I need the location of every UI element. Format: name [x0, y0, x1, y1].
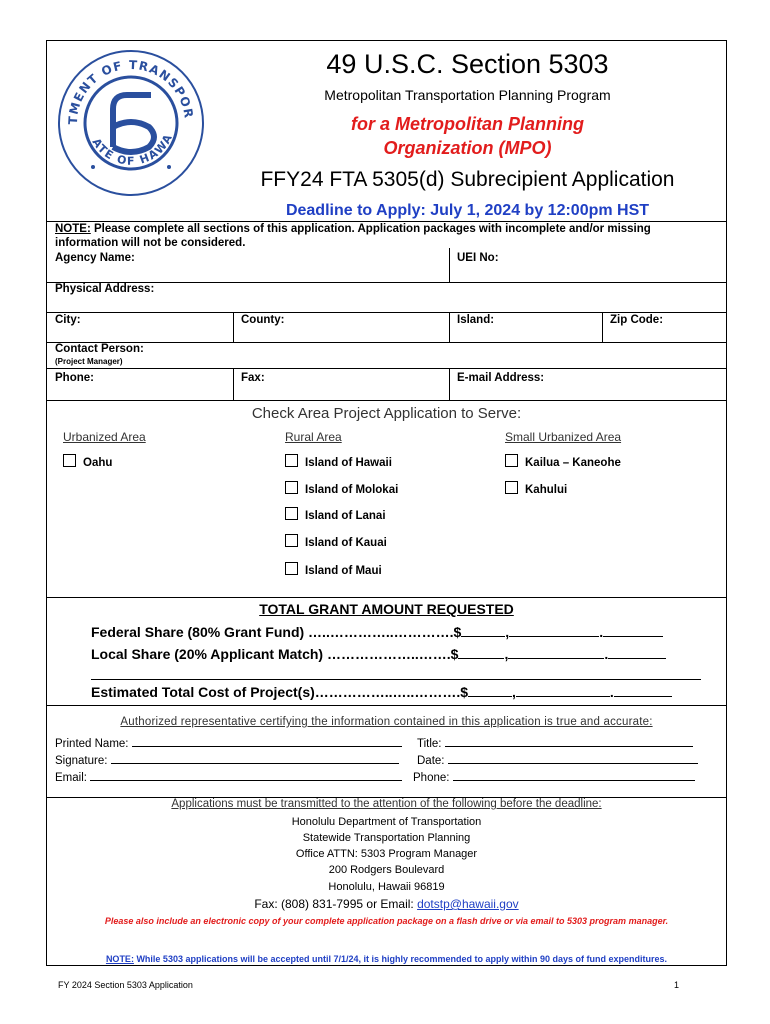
checkbox-kahului[interactable] — [505, 481, 567, 496]
comma: , — [505, 624, 510, 640]
email-row — [55, 770, 402, 784]
application-title: FFY24 FTA 5305(d) Subrecipient Application — [260, 168, 675, 191]
checkbox-island-of-kauai[interactable] — [285, 534, 387, 549]
checkbox-square[interactable] — [285, 507, 298, 520]
checkbox-oahu[interactable] — [63, 454, 112, 469]
zip-code-label: Zip Code: — [610, 314, 664, 326]
address-line: Office ATTN: 5303 Program Manager — [295, 848, 478, 860]
checkbox-square[interactable] — [505, 454, 518, 467]
zip-code-field[interactable] — [603, 327, 727, 341]
address-line: 200 Rodgers Boulevard — [328, 864, 445, 876]
federal-share-input[interactable] — [479, 624, 693, 640]
option-label: Island of Maui — [305, 565, 382, 577]
printed-name-row — [55, 736, 402, 750]
fax-email-text: Fax: (808) 831-7995 or Email: — [254, 897, 418, 911]
checkbox-square[interactable] — [505, 481, 518, 494]
address-line: Statewide Transportation Planning — [302, 832, 471, 844]
island-label: Island: — [457, 314, 495, 326]
date-field[interactable] — [448, 753, 698, 764]
comma: , — [512, 684, 516, 700]
checkbox-square[interactable] — [63, 454, 76, 467]
service-area-heading: Check Area Project Application to Serve: — [251, 405, 522, 422]
title-row — [417, 736, 693, 750]
county-field[interactable] — [234, 327, 449, 341]
signature-row — [55, 753, 399, 767]
city-label: City: — [55, 314, 81, 326]
agency-name-field[interactable] — [47, 265, 449, 281]
physical-address-field[interactable] — [47, 297, 727, 311]
final-note — [47, 954, 726, 964]
period: . — [609, 684, 614, 700]
final-note-text: While 5303 applications will be accepted until 7/1/24, it is highly recommended to apply within 90 days of fund expenditures. — [133, 954, 668, 964]
date-label: Date: — [417, 755, 445, 767]
note-text: Please complete all sections of this application. Application packages with incomplete and/or missing information will not be considered. — [55, 223, 651, 249]
dot-seal-logo — [55, 47, 207, 199]
printed-name-field[interactable] — [132, 736, 402, 747]
county-label: County: — [241, 314, 285, 326]
certification-heading: Authorized representative certifying the information contained in this application is true and accurate: — [120, 716, 653, 728]
option-label: Island of Kauai — [305, 537, 387, 549]
email-link[interactable]: dotstp@hawaii.gov — [417, 897, 519, 911]
footer-page-number: 1 — [674, 980, 680, 990]
option-label: Island of Hawaii — [305, 457, 392, 469]
uei-field[interactable] — [450, 265, 727, 281]
final-note-prefix: NOTE: — [105, 954, 134, 964]
checkbox-kailua-kaneohe[interactable] — [505, 454, 621, 469]
checkbox-island-of-hawaii[interactable] — [285, 454, 392, 469]
email-label: Email: — [55, 772, 87, 784]
option-label: Kahului — [525, 484, 568, 496]
phone-cert-label: Phone: — [413, 772, 450, 784]
checkbox-island-of-maui[interactable] — [285, 562, 382, 577]
total-cost-label: Estimated Total Cost of Project(s)……………..…..……….$ — [91, 684, 469, 700]
contact-person-field[interactable] — [167, 343, 727, 367]
printed-name-label: Printed Name: — [55, 738, 129, 750]
submission-heading: Applications must be transmitted to the attention of the following before the deadline: — [171, 798, 602, 810]
instructions-note — [55, 222, 715, 250]
total-separator-line — [91, 679, 701, 680]
city-field[interactable] — [47, 327, 233, 341]
address-line: Honolulu, Hawaii 96819 — [328, 881, 445, 893]
period: . — [604, 646, 609, 662]
agency-name-label: Agency Name: — [55, 252, 135, 264]
title-field[interactable] — [445, 736, 693, 747]
seal-top-text: TMENT OF TRANSPOR — [65, 57, 196, 125]
signature-label: Signature: — [55, 755, 108, 767]
phone-field[interactable] — [47, 385, 233, 399]
fax-label: Fax: — [241, 372, 265, 384]
phone-label: Phone: — [55, 372, 94, 384]
federal-share-label: Federal Share (80% Grant Fund) …..…………..………….$ — [91, 624, 462, 640]
local-share-input[interactable] — [479, 646, 693, 662]
checkbox-square[interactable] — [285, 534, 298, 547]
email-address-label: E-mail Address: — [457, 372, 545, 384]
fax-email-line — [47, 897, 726, 911]
urbanized-area-heading: Urbanized Area — [63, 430, 146, 444]
option-label: Island of Lanai — [305, 510, 386, 522]
phone-row — [413, 770, 695, 784]
email-address-field[interactable] — [450, 385, 727, 399]
checkbox-square[interactable] — [285, 562, 298, 575]
comma: , — [504, 646, 509, 662]
contact-person-label: Contact Person: — [55, 343, 144, 355]
deadline-text: Deadline to Apply: July 1, 2024 by 12:00pm HST — [285, 202, 650, 219]
option-label: Kailua – Kaneohe — [525, 457, 621, 469]
footer-document-name: FY 2024 Section 5303 Application — [58, 980, 193, 990]
address-line: Honolulu Department of Transportation — [291, 816, 482, 828]
date-row — [417, 753, 698, 767]
grant-heading: TOTAL GRANT AMOUNT REQUESTED — [259, 601, 514, 617]
checkbox-island-of-lanai[interactable] — [285, 507, 386, 522]
rural-area-heading: Rural Area — [285, 430, 342, 444]
signature-field[interactable] — [111, 753, 399, 764]
option-label: Oahu — [83, 457, 113, 469]
period: . — [599, 624, 604, 640]
checkbox-square[interactable] — [285, 454, 298, 467]
island-field[interactable] — [450, 327, 602, 341]
seal-bottom-text: ATE OF HAWA — [89, 131, 176, 168]
option-label: Island of Molokai — [305, 484, 399, 496]
mpo-line-2: Organization (MPO) — [383, 138, 552, 158]
small-urbanized-area-heading: Small Urbanized Area — [505, 430, 622, 444]
uei-label: UEI No: — [457, 252, 499, 264]
application-form — [46, 40, 727, 966]
project-manager-label: (Project Manager) — [55, 357, 123, 366]
total-cost-input[interactable] — [479, 684, 693, 700]
title-label: Title: — [417, 738, 442, 750]
note-prefix: NOTE: — [55, 223, 91, 235]
page-title: 49 U.S.C. Section 5303 — [326, 49, 609, 79]
email-field[interactable] — [90, 770, 402, 781]
electronic-copy-note: Please also include an electronic copy of your complete application package on a flash drive or via email to 5303 program manager. — [104, 916, 669, 926]
phone-cert-field[interactable] — [453, 770, 695, 781]
program-subtitle: Metropolitan Transportation Planning Program — [324, 87, 611, 103]
checkbox-island-of-molokai[interactable] — [285, 481, 398, 496]
physical-address-label: Physical Address: — [55, 283, 155, 295]
fax-field[interactable] — [234, 385, 449, 399]
checkbox-square[interactable] — [285, 481, 298, 494]
local-share-label: Local Share (20% Applicant Match) ………………..…….$ — [91, 646, 459, 662]
mpo-line-1: for a Metropolitan Planning — [351, 114, 584, 134]
